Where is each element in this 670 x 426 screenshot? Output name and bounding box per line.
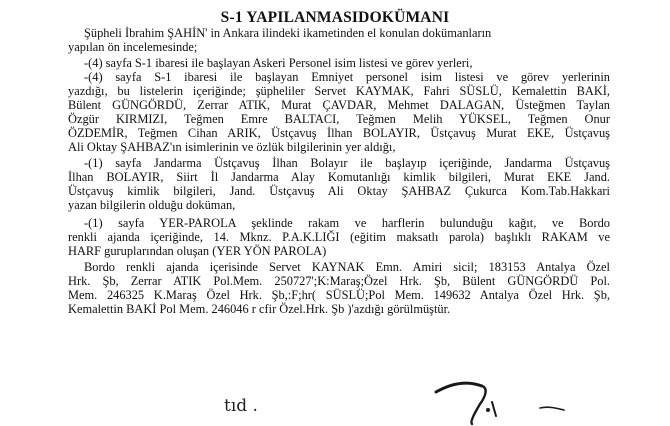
text-line-15: renkli ajanda içeriğinde, 14. Mknz. P.A.K.LIĞI (eğitim maksatlı parola) başlıklı RAKAM ve (68, 230, 610, 244)
signature-left: tıd . (224, 396, 258, 416)
text-line-8: ÖZDEMİR, Teğmen Cihan ARIK, Üstçavuş İlhan BOLAYIR, Üstçavuş Murat EKE, Üstçavuş (68, 126, 610, 140)
text-line-12: Üstçavuş kimlik bilgileri, Jand. Üstçavuş Ali Oktay ŞAHBAZ Çukurca Kom.Tab.Hakkari (68, 184, 610, 198)
document-title: S-1 YAPILANMASIDOKÜMANI (220, 9, 450, 26)
text-line-2: yapılan ön incelemesinde; (68, 40, 198, 54)
text-line-13: yazan bilgilerin olduğu doküman, (68, 198, 236, 212)
text-line-1: Şüpheli İbrahim ŞAHİN' in Ankara ilindeki ikametinden el konulan dokümanların (84, 26, 492, 40)
text-line-18: Hrk. Şb, Zerrar ATIK Pol.Mem. 250727';K:Maraş;Özel Hrk. Şb, Bülent GÜNGÖRDÜ Pol. (68, 274, 610, 288)
text-line-17: Bordo renkli ajanda içerisinde Servet KAYNAK Emn. Amiri sicil; 183153 Antalya Özel (84, 260, 610, 274)
text-line-11: İlhan BOLAYIR, Siirt İl Jandarma Alay Komutanlığı kimlik bilgileri, Murat EKE Jand. (68, 170, 610, 184)
text-line-5: yazdığı, bu listelerin içeriğinde; şüpheliler Servet KAYMAK, Fahri SÜSLÜ, Kemalettin BAKİ, (68, 84, 610, 98)
text-line-10: -(1) sayfa Jandarma Üstçavuş İlhan Bolayır ile başlayıp içeriğinde, Jandarma Üstçavuş (84, 156, 610, 170)
text-line-19: Mem. 246325 K.Maraş Özel Hrk. Şb,:F;hr( SÜSLÜ;Pol Mem. 149632 Antalya Özel Hrk. Şb, (68, 288, 610, 302)
text-line-14: -(1) sayfa YER-PAROLA şeklinde rakam ve harflerin bulunduğu kağıt, ve Bordo (84, 216, 610, 230)
text-line-9: Ali Oktay ŞAHBAZ'ın isimlerinin ve özlük bilgilerinin yer aldığı, (68, 140, 396, 154)
text-line-4: -(4) sayfa S-1 ibaresi ile başlayan Emniyet personel isim listesi ve görev yerlerinin (84, 70, 610, 84)
text-line-3: -(4) sayfa S-1 ibaresi ile başlayan Askeri Personel isim listesi ve görev yerleri, (84, 56, 473, 70)
signature-right-icon (430, 372, 570, 426)
text-line-6: Bülent GÜNGÖRDÜ, Zerrar ATIK, Murat ÇAVDAR, Mehmet DALAGAN, Üsteğmen Taylan (68, 98, 610, 112)
text-line-7: Özgür KIRMIZI, Teğmen Emre BALTACI, Teğmen Melih YÜKSEL, Teğmen Onur (68, 112, 610, 126)
text-line-20: Kemalettin BAKİ Pol Mem. 246046 r cfir Özel.Hrk. Şb )'azdığı görülmüştür. (68, 302, 451, 316)
text-line-16: HARF guruplarından oluşan (YER YÖN PAROLA) (68, 244, 327, 258)
